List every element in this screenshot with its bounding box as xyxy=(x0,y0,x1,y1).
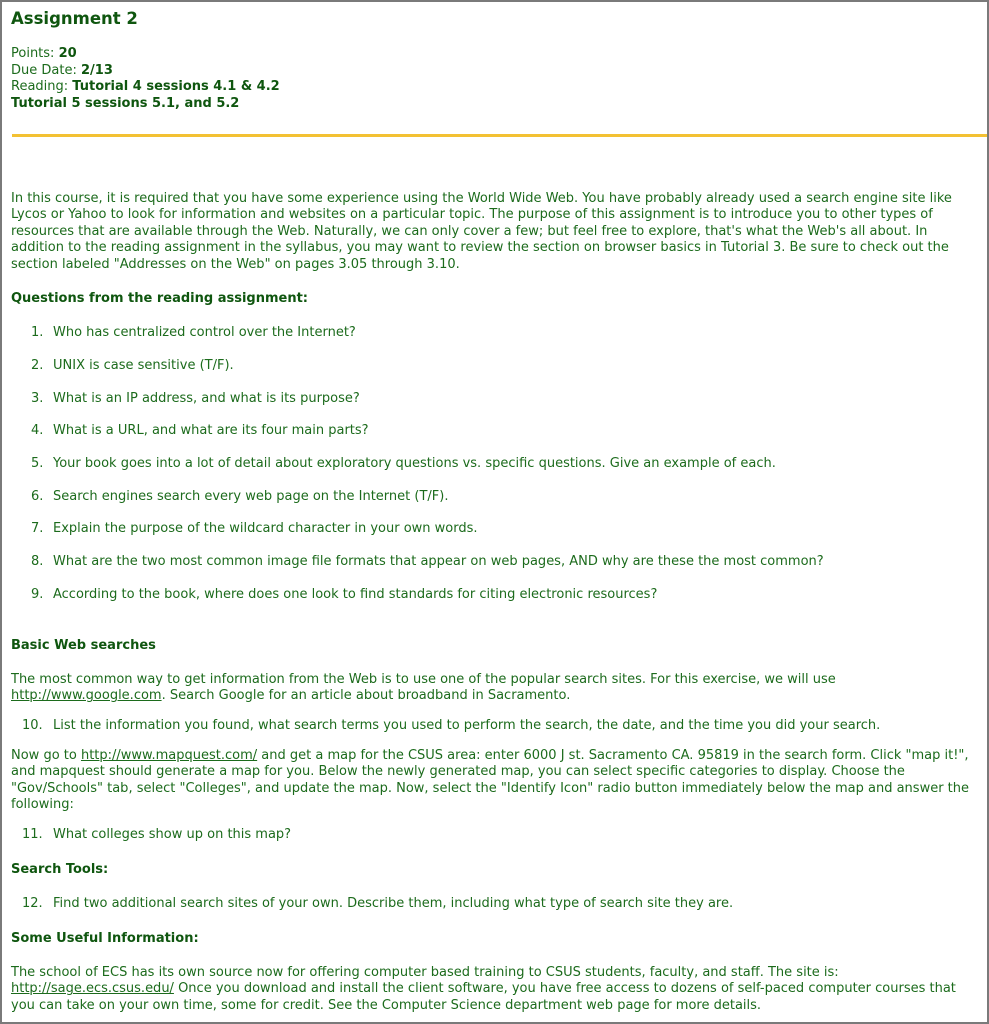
paragraph-text: . Search Google for an article about broadband in Sacramento. xyxy=(161,688,571,704)
search-tools-heading: Search Tools: xyxy=(11,862,109,877)
useful-info-paragraph xyxy=(11,965,973,1014)
question-number: 3. xyxy=(31,391,44,406)
question-item xyxy=(31,521,478,536)
paragraph-text: Now go to xyxy=(11,748,81,763)
question-item xyxy=(31,554,824,569)
intro-paragraph: In this course, it is required that you have some experience using the World Wide Web. You have probably already used a search engine site like Lycos or Yahoo to look for information and websites on a particular topic. The purpose of this assignment is to introduce you to other types of resources that are available through the Web. Naturally, we can only cover a few; but feel free to explore, that's what the Web's all about. In addition to the reading assignment in the syllabus, you may want to review the section on browser basics in Tutorial 3. Be sure to check out the section labeled "Addresses on the Web" on pages 3.05 through 3.10. xyxy=(11,191,952,272)
paragraph-text: and get a map for the CSUS area: enter 6000 J st. Sacramento CA. 95819 in the search form. Click "map it!", and mapquest should generate a map for you. Below the newly generated map, you can select specific categories to display. Choose the "Gov/Schools" tab, select "Colleges", and update the map. Now, select the "Identify Icon" radio button immediately below the map and answer the following: xyxy=(11,748,970,813)
question-item xyxy=(22,718,880,733)
question-number: 9. xyxy=(31,587,44,602)
question-text: Who has centralized control over the Internet? xyxy=(53,325,356,340)
question-text: Your book goes into a lot of detail about exploratory questions vs. specific questions. Give an example of each. xyxy=(53,456,776,471)
question-number: 7. xyxy=(31,521,44,536)
question-text: UNIX is case sensitive (T/F). xyxy=(53,358,234,373)
paragraph-text: The most common way to get information from the Web is to use one of the popular search sites. For this exercise, we will use xyxy=(11,672,836,687)
question-item xyxy=(31,489,448,504)
points-row xyxy=(11,46,280,63)
points-label: Points: xyxy=(11,46,55,61)
question-item xyxy=(31,587,657,602)
question-number: 12. xyxy=(22,896,43,911)
due-date-value: 2/13 xyxy=(80,62,113,78)
question-number: 5. xyxy=(31,456,44,471)
question-number: 4. xyxy=(31,423,44,438)
question-text: Explain the purpose of the wildcard character in your own words. xyxy=(53,521,478,536)
due-date-label: Due Date: xyxy=(11,62,77,78)
question-number: 2. xyxy=(31,358,44,373)
reading-row xyxy=(11,79,280,96)
question-text: List the information you found, what search terms you used to perform the search, the date, and the time you did your search. xyxy=(53,718,881,733)
question-text: What colleges show up on this map? xyxy=(53,827,292,842)
due-date-row xyxy=(11,63,280,80)
question-number: 6. xyxy=(31,489,44,504)
reading-questions-heading: Questions from the reading assignment: xyxy=(11,291,309,306)
assignment-meta xyxy=(11,46,280,112)
mapquest-link[interactable]: http://www.mapquest.com/ xyxy=(80,748,258,763)
reading-row-2 xyxy=(11,96,280,113)
question-number: 1. xyxy=(31,325,44,340)
header-divider xyxy=(12,134,987,137)
paragraph-text: Once you download and install the client software, you have free access to dozens of self-paced computer courses that you can take on your own time, some for credit. See the Computer Science department web page for more details. xyxy=(11,981,956,1013)
page-title: Assignment 2 xyxy=(11,9,138,28)
basic-searches-paragraph xyxy=(11,672,973,705)
question-number: 11. xyxy=(22,827,43,842)
question-number: 10. xyxy=(22,718,43,733)
question-text: According to the book, where does one look to find standards for citing electronic resources? xyxy=(53,587,658,602)
question-text: What is an IP address, and what is its purpose? xyxy=(53,391,360,406)
sage-link[interactable]: http://sage.ecs.csus.edu/ xyxy=(11,981,174,997)
question-number: 8. xyxy=(31,554,44,569)
points-value: 20 xyxy=(58,46,77,61)
question-item xyxy=(31,358,234,373)
question-item xyxy=(22,827,291,842)
google-link[interactable]: http://www.google.com xyxy=(11,688,162,704)
question-text: Find two additional search sites of your own. Describe them, including what type of search site they are. xyxy=(53,896,734,911)
reading-label: Reading: xyxy=(11,79,69,94)
question-item xyxy=(31,325,356,340)
paragraph-text: The school of ECS has its own source now for offering computer based training to CSUS students, faculty, and staff. The site is: xyxy=(11,965,839,980)
reading-value-2: Tutorial 5 sessions 5.1, and 5.2 xyxy=(11,95,240,111)
question-item xyxy=(31,423,369,438)
basic-searches-heading: Basic Web searches xyxy=(11,638,156,653)
question-item xyxy=(31,391,360,406)
reading-value-1: Tutorial 4 sessions 4.1 & 4.2 xyxy=(72,79,280,94)
question-text: What is a URL, and what are its four main parts? xyxy=(53,423,369,438)
question-text: Search engines search every web page on the Internet (T/F). xyxy=(53,489,449,504)
question-text: What are the two most common image file formats that appear on web pages, AND why are these the most common? xyxy=(53,554,824,569)
question-item xyxy=(31,456,776,471)
question-item xyxy=(22,896,733,911)
useful-info-heading: Some Useful Information: xyxy=(11,931,199,946)
mapquest-paragraph xyxy=(11,748,973,814)
